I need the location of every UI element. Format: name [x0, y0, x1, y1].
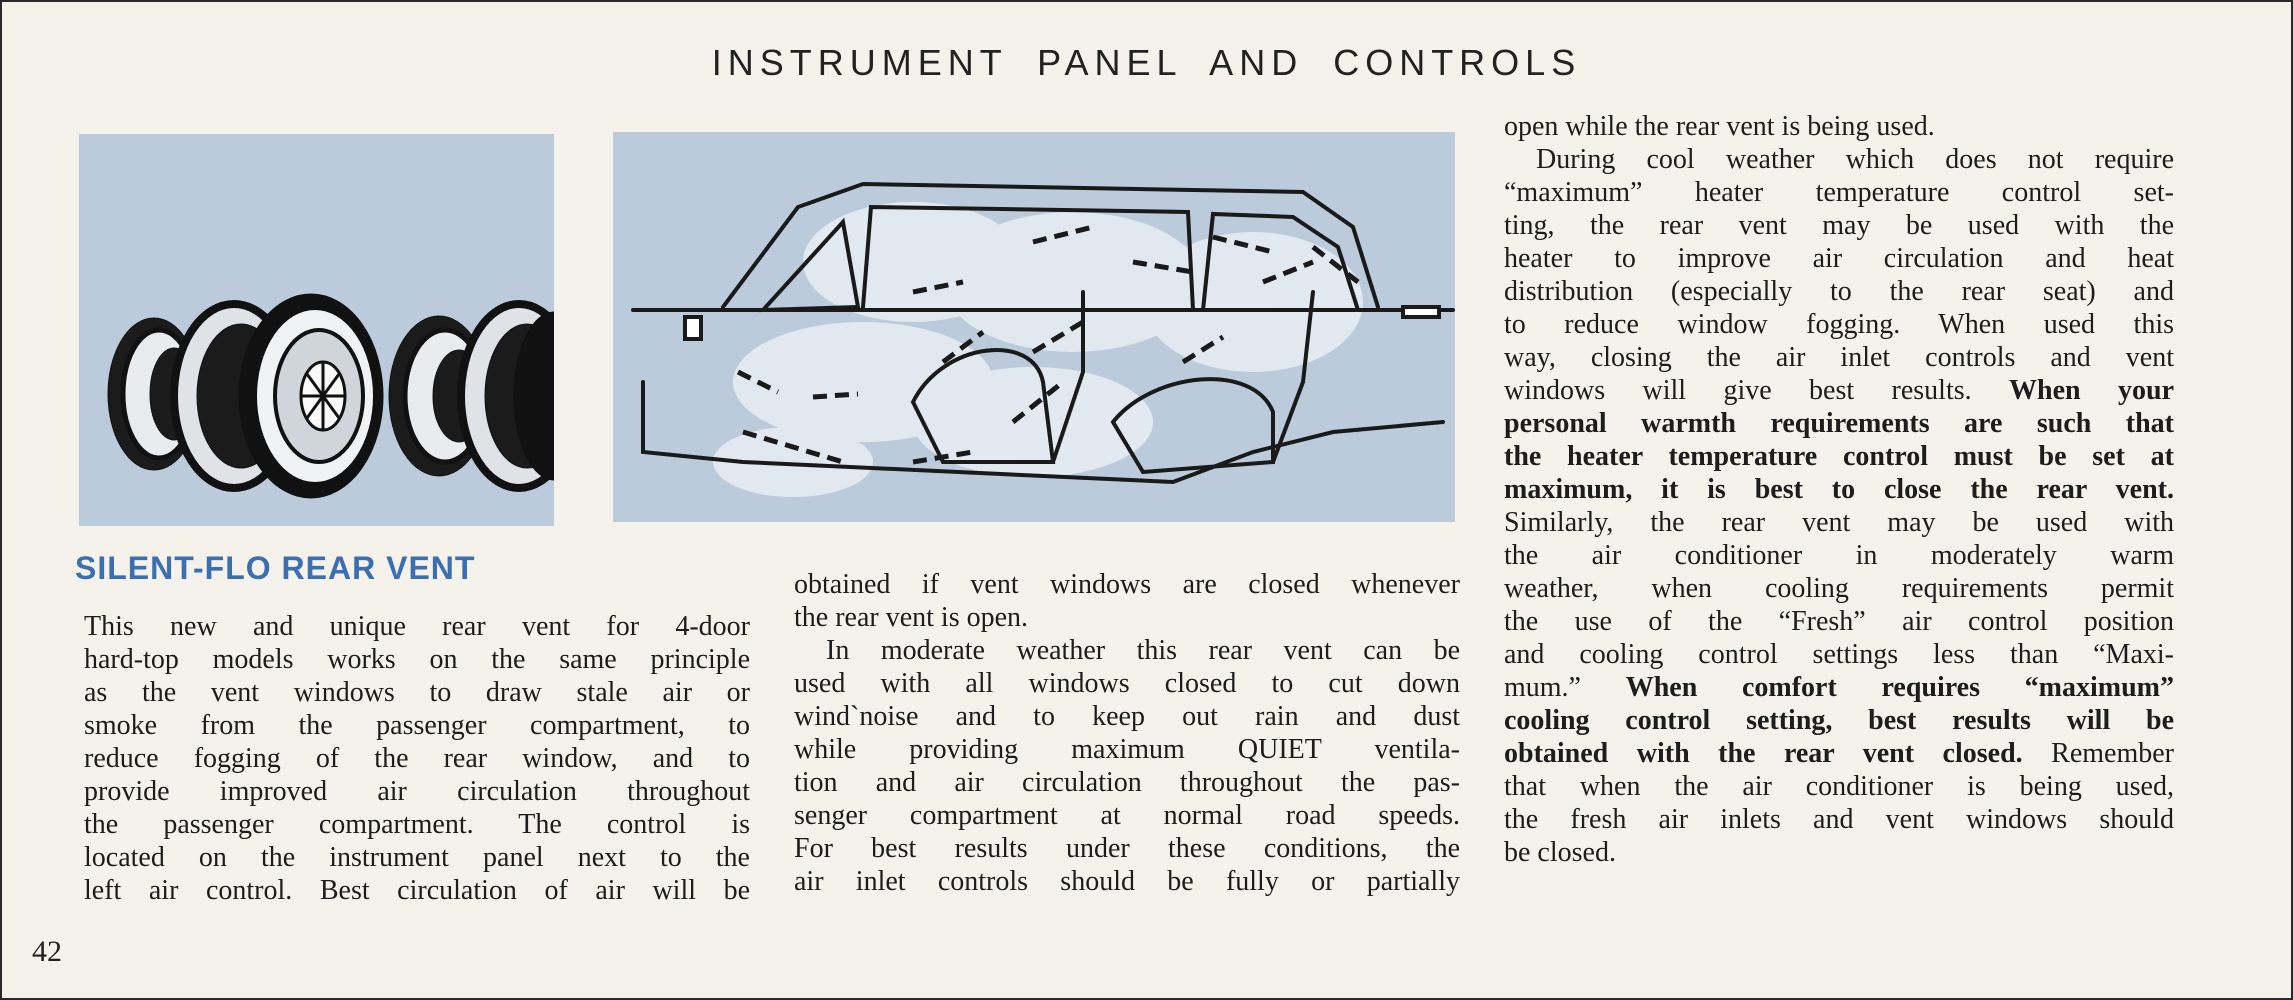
car-airflow-drawing	[613, 132, 1455, 522]
text-line: In moderate weather this rear vent can be	[826, 635, 1460, 666]
text-line: obtained if vent windows are closed whenever	[794, 569, 1460, 600]
text-line: “maximum” heater temperature control set-	[1504, 177, 2174, 208]
text-line: wind`noise and to keep out rain and dust	[794, 701, 1460, 732]
bold-fragment: personal warmth requirements are such that	[1504, 408, 2174, 439]
text-line: tion and air circulation throughout the pas-	[794, 767, 1460, 798]
text-line	[1504, 473, 2174, 506]
text-line: During cool weather which does not require	[1536, 144, 2174, 175]
page-number: 42	[32, 935, 62, 968]
text-fragment: mum.”	[1504, 672, 1581, 703]
text-line: Similarly, the rear vent may be used with	[1504, 507, 2174, 538]
bold-fragment: maximum, it is best to close the rear vent.	[1504, 474, 2174, 505]
text-line: For best results under these conditions, the	[794, 833, 1460, 864]
text-column-1	[84, 610, 750, 907]
text-line: the passenger compartment. The control is	[84, 809, 750, 840]
text-line: the rear vent is open.	[794, 602, 1029, 633]
section-heading: SILENT-FLO REAR VENT	[75, 550, 476, 586]
bold-fragment: the heater temperature control must be set at	[1504, 441, 2174, 472]
vent-knobs-drawing	[79, 134, 554, 526]
text-line: left air control. Best circulation of air will be	[84, 875, 750, 906]
text-line: that when the air conditioner is being used,	[1504, 771, 2174, 802]
text-line: as the vent windows to draw stale air or	[84, 677, 750, 708]
vent-knob-left	[108, 294, 383, 498]
text-line	[1504, 407, 2174, 440]
text-line: senger compartment at normal road speeds.	[794, 800, 1460, 831]
text-line: smoke from the passenger compartment, to	[84, 710, 750, 741]
text-line: provide improved air circulation throughout	[84, 776, 750, 807]
text-line	[1504, 704, 2174, 737]
text-line: located on the instrument panel next to the	[84, 842, 750, 873]
bold-fragment: When your	[2009, 375, 2175, 406]
text-line: This new and unique rear vent for 4-door	[84, 611, 750, 642]
text-line: the air conditioner in moderately warm	[1504, 540, 2174, 571]
text-line	[1504, 737, 2174, 770]
text-column-3	[1504, 110, 2174, 869]
text-line: air inlet controls should be fully or partially	[794, 866, 1460, 897]
text-line: to reduce window fogging. When used this	[1504, 309, 2174, 340]
text-line: reduce fogging of the rear window, and to	[84, 743, 750, 774]
text-line: open while the rear vent is being used.	[1504, 111, 1935, 142]
car-airflow-illustration	[613, 132, 1455, 522]
text-line	[1504, 374, 2174, 407]
text-column-2	[794, 568, 1460, 898]
text-fragment: windows will give best results.	[1504, 375, 1972, 406]
text-line	[1504, 440, 2174, 473]
text-line: while providing maximum QUIET ventila-	[794, 734, 1460, 765]
text-line: the fresh air inlets and vent windows should	[1504, 804, 2174, 835]
text-line: and cooling control settings less than “Maxi-	[1504, 639, 2174, 670]
text-line: be closed.	[1504, 837, 1616, 868]
text-line: distribution (especially to the rear seat) and	[1504, 276, 2174, 307]
text-line: ting, the rear vent may be used with the	[1504, 210, 2174, 241]
bold-fragment: cooling control setting, best results will be	[1504, 705, 2174, 736]
page-title: INSTRUMENT PANEL AND CONTROLS	[711, 42, 1582, 83]
text-line	[1504, 671, 2174, 704]
text-line: weather, when cooling requirements permit	[1504, 573, 2174, 604]
text-line: the use of the “Fresh” air control position	[1504, 606, 2174, 637]
text-line: hard-top models works on the same principle	[84, 644, 750, 675]
text-line: used with all windows closed to cut down	[794, 668, 1460, 699]
text-fragment: Remember	[2051, 738, 2174, 769]
text-line: way, closing the air inlet controls and vent	[1504, 342, 2174, 373]
bold-fragment: When comfort requires “maximum”	[1625, 672, 2174, 703]
rear-vent-knob-illustration	[79, 134, 554, 526]
bold-fragment: obtained with the rear vent closed.	[1504, 738, 2023, 769]
text-line: heater to improve air circulation and heat	[1504, 243, 2174, 274]
